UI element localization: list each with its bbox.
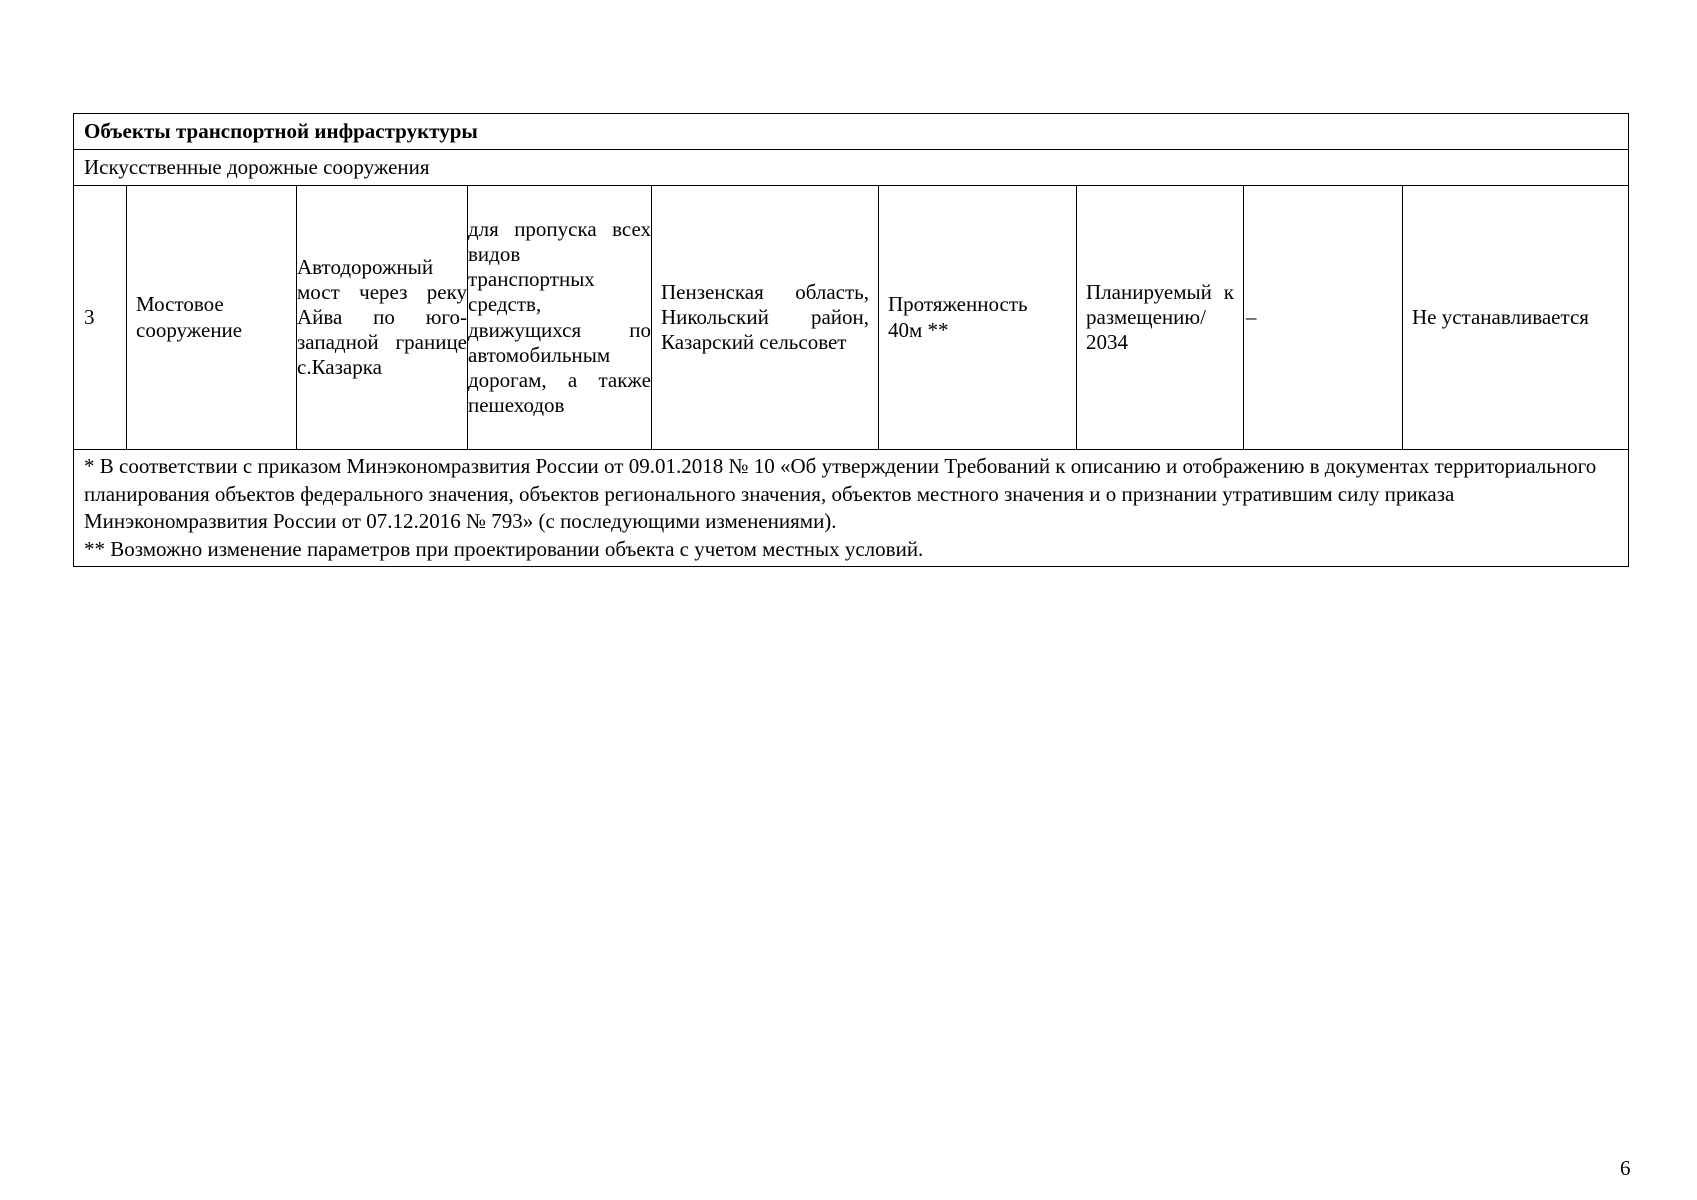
- object-zone: Не устанавливается: [1403, 186, 1629, 450]
- object-location: Пензенская область, Никольский район, Казарский сельсовет: [652, 186, 879, 450]
- object-type: Мостовое сооружение: [127, 186, 297, 450]
- footnote-2: ** Возможно изменение параметров при проектировании объекта с учетом местных условий.: [84, 537, 924, 562]
- object-status: Планируемый к размещению/ 2034: [1077, 186, 1244, 450]
- object-characteristics: Протяженность 40м **: [879, 186, 1077, 450]
- section-title: Объекты транспортной инфраструктуры: [74, 114, 1629, 150]
- object-purpose: для пропуска всех видов транспортных средств, движущихся по автомобильным дорогам, а также пешеходов: [468, 186, 652, 450]
- subsection-title: Искусственные дорожные сооружения: [74, 150, 1629, 186]
- page-number: 6: [1620, 1156, 1631, 1180]
- table-notes: [74, 450, 1629, 567]
- objects-table: [73, 113, 1629, 567]
- footnote-1: * В соответствии с приказом Минэкономразвития России от 09.01.2018 № 10 «Об утверждении Требований к описанию и отображению в документах территориального планирования объектов федерального значения, объектов регионального значения, объектов местного значения и о признании утратившим силу приказа Минэкономразвития России от 07.12.2016 № 793» (с последующими изменениями).: [84, 454, 1597, 534]
- table-row: [74, 186, 1629, 450]
- object-name: Автодорожный мост через реку Айва по юго-западной границе с.Казарка: [297, 186, 468, 450]
- object-extra: –: [1244, 186, 1403, 450]
- row-number: 3: [74, 186, 127, 450]
